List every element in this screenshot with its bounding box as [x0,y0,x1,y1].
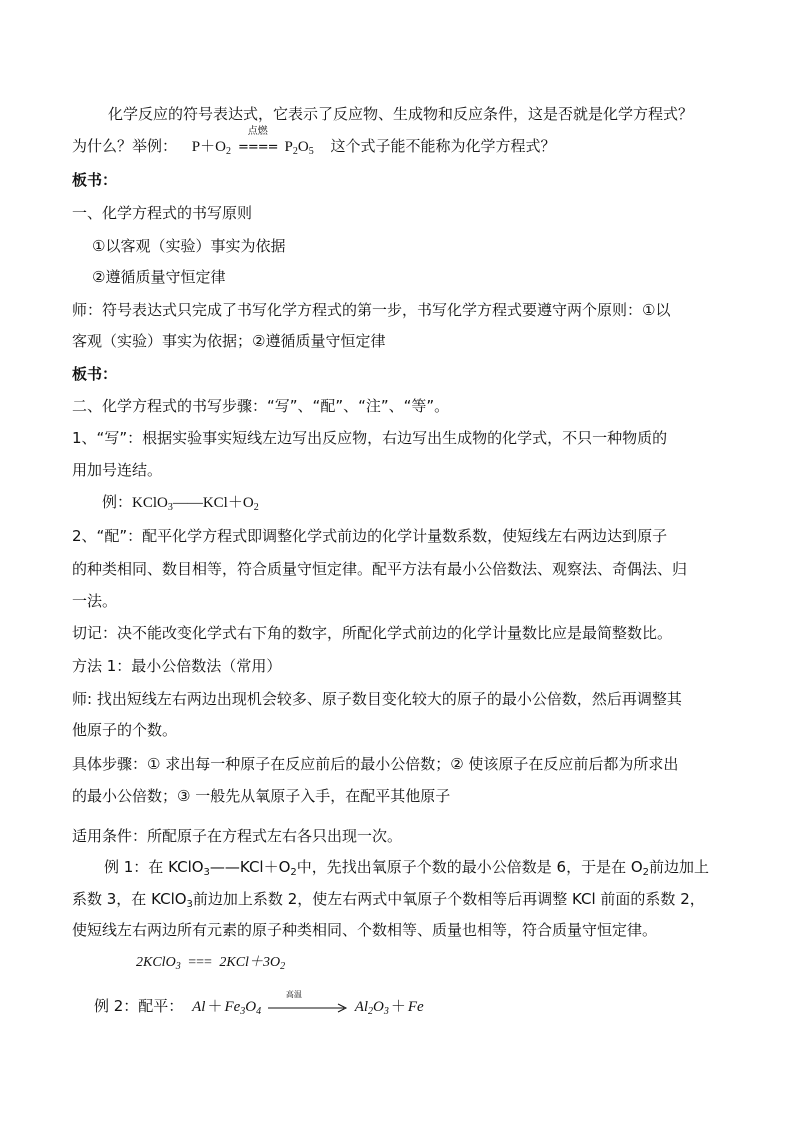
teacher2-line1: 师: 找出短线左右两边出现机会较多、原子数目变化较大的原子的最小公倍数，然后再调整其 [72,690,682,708]
section2-title: 二、化学方程式的书写步骤：“写”、“配”、“注”、“等”。 [72,397,450,415]
example2-products: $Al_2O_3 + Fe$ [354,999,424,1017]
equation-product: $P_2O_5$ [284,139,314,157]
right-arrow-icon [266,1002,350,1014]
reaction-arrow: 高温 [266,1000,350,1014]
section1-title: 一、化学方程式的书写原则 [72,204,253,222]
teacher1-line1: 师：符号表达式只完成了书写化学方程式的第一步，书写化学方程式要遵守两个原则：①以 [72,301,671,319]
example1-line3: 使短线左右两边所有元素的原子种类相同、个数相等、质量也相等，符合质量守恒定律。 [72,921,658,939]
steps-line2: 的最小公倍数；③ 一般先从氧原子入手，在配平其他原子 [72,787,451,805]
teacher1-line2: 客观（实验）事实为依据；②遵循质量守恒定律 [72,332,386,350]
step2-line2: 的种类相同、数目相等，符合质量守恒定律。配平方法有最小公倍数法、观察法、奇偶法、归 [72,560,688,578]
para1-line2-prefix: 为什么？举例： [72,137,178,155]
steps-line1: 具体步骤：① 求出每一种原子在反应前后的最小公倍数；② 使该原子在反应前后都为所求出 [72,755,679,773]
caution-text: 切记：决不能改变化学式右下角的数字，所配化学式前边的化学计量数比应是最简整数比。 [72,624,673,642]
example1-balanced-equation: 2KClO$_3$ === $2KCl+3O_2$ [136,955,286,972]
example1-line1: 例 1：在 $KClO_3——KCl+O_2$中，先找出氧原子个数的最小公倍数是 6，于是在 $O_2$前边加上 [104,858,710,878]
equation-reactants: $P+O_2$ [191,139,231,157]
example2-label: 例 2：配平： [94,997,184,1015]
step2-line1: 2、“配”：配平化学方程式即调整化学式前边的化学计量数系数，使短线左右两边达到原子 [72,527,668,545]
section1-item2: ②遵循质量守恒定律 [92,268,226,286]
para1-line2-suffix: 这个式子能不能称为化学方程式？ [330,137,556,155]
para1-line1: 化学反应的符号表达式，它表示了反应物、生成物和反应条件，这是否就是化学方程式？ [108,105,694,123]
teacher2-line2: 他原子的个数。 [72,721,178,739]
method1-title: 方法 1：最小公倍数法（常用） [72,657,282,675]
step1-example: 例：$KClO_3——KCl+O_2$ [102,495,259,513]
equation-condition: 点燃 ==== [237,126,278,155]
step1-line2: 用加号连结。 [72,461,163,479]
board-heading-1: 板书： [72,171,118,189]
section1-item1: ①以客观（实验）事实为依据 [92,237,286,255]
example2-line [94,989,424,1017]
step2-line3: 一法。 [72,592,118,610]
board-heading-2: 板书： [72,365,118,383]
step1-line1: 1、“写”：根据实验事实短线左边写出反应物，右边写出生成物的化学式，不只一种物质的 [72,429,668,447]
condition-text: 适用条件：所配原子在方程式左右各只出现一次。 [72,827,403,845]
example1-line2: 系数 3，在 KClO$_3$前边加上系数 2，使左右两式中氧原子个数相等后再调整 KCl 前面的系数 2， [72,890,705,910]
para1-line2 [72,126,556,158]
example2-reactants: $Al + Fe_3O_4$ [192,999,262,1017]
